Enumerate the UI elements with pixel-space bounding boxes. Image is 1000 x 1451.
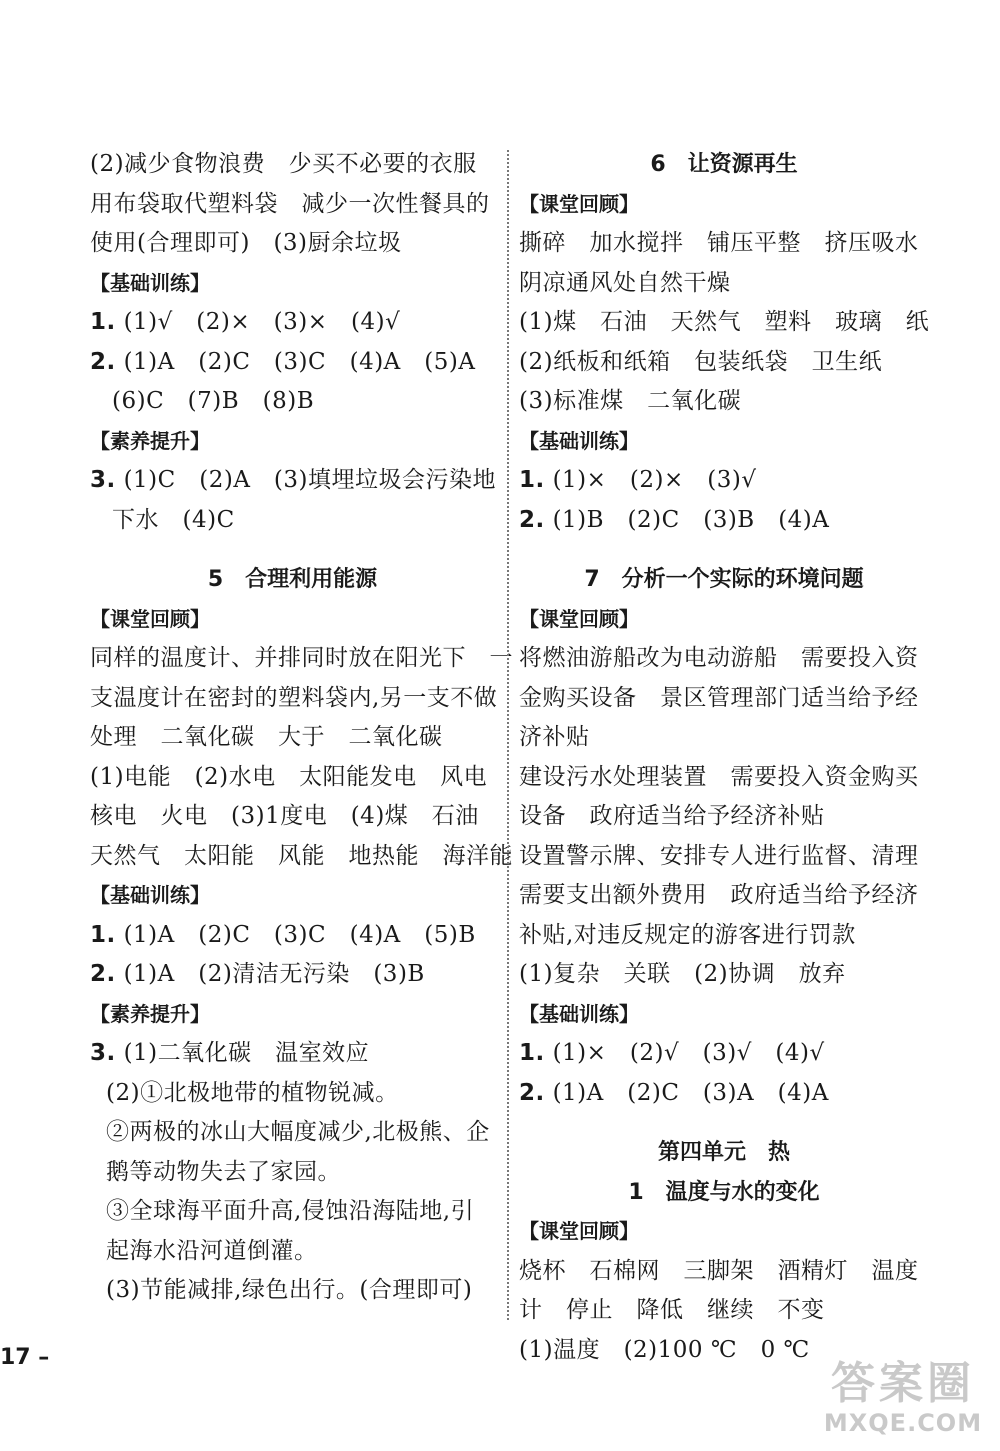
answer-line bbox=[90, 1034, 495, 1074]
section-title: 合理利用能源 bbox=[245, 567, 378, 592]
answer-continuation: 下水 (4)C bbox=[112, 506, 235, 533]
answer-text: (1)A (2)清洁无污染 (3)B bbox=[123, 961, 425, 987]
answer-continuation: ③全球海平面升高,侵蚀沿海陆地,引 bbox=[106, 1198, 475, 1224]
text-line: 阴凉通风处自然干燥 bbox=[519, 269, 731, 296]
text-line: 核电 火电 (3)1度电 (4)煤 石油 bbox=[90, 803, 479, 829]
tag-basic-training: 【基础训练】 bbox=[90, 270, 210, 295]
text-line: 使用(合理即可) (3)厨余垃圾 bbox=[90, 230, 402, 256]
unit-title: 第四单元 热 bbox=[657, 1140, 790, 1165]
text-line: 烧杯 石棉网 三脚架 酒精灯 温度 bbox=[519, 1257, 919, 1284]
answer-text: (1)√ (2)× (3)× (4)√ bbox=[123, 309, 401, 335]
question-number: 1. bbox=[90, 309, 116, 335]
page-number: 17 – bbox=[0, 1345, 50, 1370]
section-heading-5 bbox=[90, 560, 495, 600]
text-line: 用布袋取代塑料袋 减少一次性餐具的 bbox=[90, 190, 490, 217]
answer-continuation: (3)节能减排,绿色出行。(合理即可) bbox=[106, 1277, 473, 1303]
section-title: 分析一个实际的环境问题 bbox=[621, 567, 864, 592]
answer-continuation: (2)①北极地带的植物锐减。 bbox=[106, 1079, 399, 1106]
section-number: 6 bbox=[650, 152, 666, 177]
section-number: 1 bbox=[628, 1179, 644, 1205]
answer-line bbox=[90, 461, 495, 501]
answer-line bbox=[90, 916, 495, 956]
section-heading-1 bbox=[519, 1173, 929, 1213]
answer-text: (1)A (2)C (3)A (4)A bbox=[552, 1079, 829, 1106]
text-line: (1)煤 石油 天然气 塑料 玻璃 纸 bbox=[519, 309, 930, 335]
tag-class-review: 【课堂回顾】 bbox=[519, 1219, 639, 1243]
answer-continuation: ②两极的冰山大幅度减少,北极熊、企 bbox=[106, 1119, 490, 1145]
answer-continuation: 鹅等动物失去了家园。 bbox=[106, 1158, 341, 1185]
tag-class-review: 【课堂回顾】 bbox=[519, 606, 639, 631]
answer-text: (1)A (2)C (3)C (4)A (5)B bbox=[123, 921, 476, 948]
left-column bbox=[90, 145, 513, 1311]
answer-line bbox=[90, 955, 495, 995]
answer-text: (1)× (2)× (3)√ bbox=[552, 467, 757, 493]
text-line: 计 停止 降低 继续 不变 bbox=[519, 1297, 825, 1323]
text-line: 建设污水处理装置 需要投入资金购买 bbox=[519, 763, 919, 790]
answer-line bbox=[519, 461, 929, 501]
text-line: 济补贴 bbox=[519, 724, 590, 750]
answer-text: (1)A (2)C (3)C (4)A (5)A bbox=[123, 348, 476, 375]
question-number: 3. bbox=[90, 1040, 116, 1066]
text-line: (1)复杂 关联 (2)协调 放弃 bbox=[519, 961, 846, 987]
question-number: 2. bbox=[90, 961, 116, 987]
watermark-logo bbox=[818, 1360, 988, 1445]
answer-line bbox=[90, 343, 495, 383]
text-line: (2)减少食物浪费 少买不必要的衣服 bbox=[90, 151, 477, 177]
question-number: 2. bbox=[519, 506, 545, 533]
answer-text: (1)二氧化碳 温室效应 bbox=[123, 1040, 370, 1066]
text-line: 设备 政府适当给予经济补贴 bbox=[519, 803, 825, 829]
section-title: 温度与水的变化 bbox=[665, 1179, 820, 1205]
question-number: 1. bbox=[519, 1040, 545, 1066]
question-number: 3. bbox=[90, 467, 116, 493]
text-line: 将燃油游船改为电动游船 需要投入资 bbox=[519, 645, 919, 671]
text-line: 天然气 太阳能 风能 地热能 海洋能 bbox=[90, 842, 513, 869]
watermark-url: MXQE.COM bbox=[823, 1409, 983, 1437]
text-line: (2)纸板和纸箱 包装纸袋 卫生纸 bbox=[519, 348, 883, 375]
answer-line bbox=[519, 501, 929, 541]
text-line: 设置警示牌、安排专人进行监督、清理 bbox=[519, 842, 919, 869]
answer-line bbox=[519, 1034, 929, 1074]
answer-continuation: 起海水沿河道倒灌。 bbox=[106, 1237, 318, 1264]
section-number: 7 bbox=[584, 567, 600, 592]
text-line: (3)标准煤 二氧化碳 bbox=[519, 388, 742, 414]
text-line: (1)温度 (2)100 ℃ 0 ℃ bbox=[519, 1336, 810, 1363]
answer-text: (1)B (2)C (3)B (4)A bbox=[552, 506, 830, 533]
tag-basic-training: 【基础训练】 bbox=[519, 428, 639, 453]
question-number: 1. bbox=[90, 921, 116, 948]
text-line: 金购买设备 景区管理部门适当给予经 bbox=[519, 684, 919, 711]
answer-text: (1)× (2)√ (3)√ (4)√ bbox=[552, 1040, 825, 1066]
answer-line bbox=[519, 1074, 929, 1114]
tag-basic-training: 【基础训练】 bbox=[90, 883, 210, 907]
answer-line bbox=[90, 303, 495, 343]
question-number: 1. bbox=[519, 467, 545, 493]
answer-continuation: (6)C (7)B (8)B bbox=[112, 388, 315, 414]
section-heading-7 bbox=[519, 560, 929, 600]
tag-quality-improvement: 【素养提升】 bbox=[90, 1001, 210, 1026]
question-number: 2. bbox=[90, 348, 116, 375]
text-line: 同样的温度计、并排同时放在阳光下 一 bbox=[90, 645, 513, 671]
text-line: 需要支出额外费用 政府适当给予经济 bbox=[519, 882, 919, 908]
tag-basic-training: 【基础训练】 bbox=[519, 1001, 639, 1026]
text-line: 补贴,对违反规定的游客进行罚款 bbox=[519, 921, 856, 948]
tag-class-review: 【课堂回顾】 bbox=[90, 606, 210, 631]
right-column bbox=[519, 145, 929, 1370]
text-line: (1)电能 (2)水电 太阳能发电 风电 bbox=[90, 763, 488, 790]
tag-quality-improvement: 【素养提升】 bbox=[90, 428, 210, 453]
text-line: 处理 二氧化碳 大于 二氧化碳 bbox=[90, 724, 443, 750]
section-title: 让资源再生 bbox=[687, 152, 798, 177]
text-line: 支温度计在密封的塑料袋内,另一支不做 bbox=[90, 684, 498, 711]
section-heading-6 bbox=[519, 145, 929, 185]
column-divider bbox=[507, 150, 509, 1320]
answer-text: (1)C (2)A (3)填埋垃圾会污染地 bbox=[123, 467, 497, 493]
section-number: 5 bbox=[207, 567, 224, 592]
tag-class-review: 【课堂回顾】 bbox=[519, 191, 639, 216]
text-line: 撕碎 加水搅拌 铺压平整 挤压吸水 bbox=[519, 230, 919, 256]
question-number: 2. bbox=[519, 1079, 545, 1106]
watermark-text: 答案圈 bbox=[831, 1358, 975, 1409]
